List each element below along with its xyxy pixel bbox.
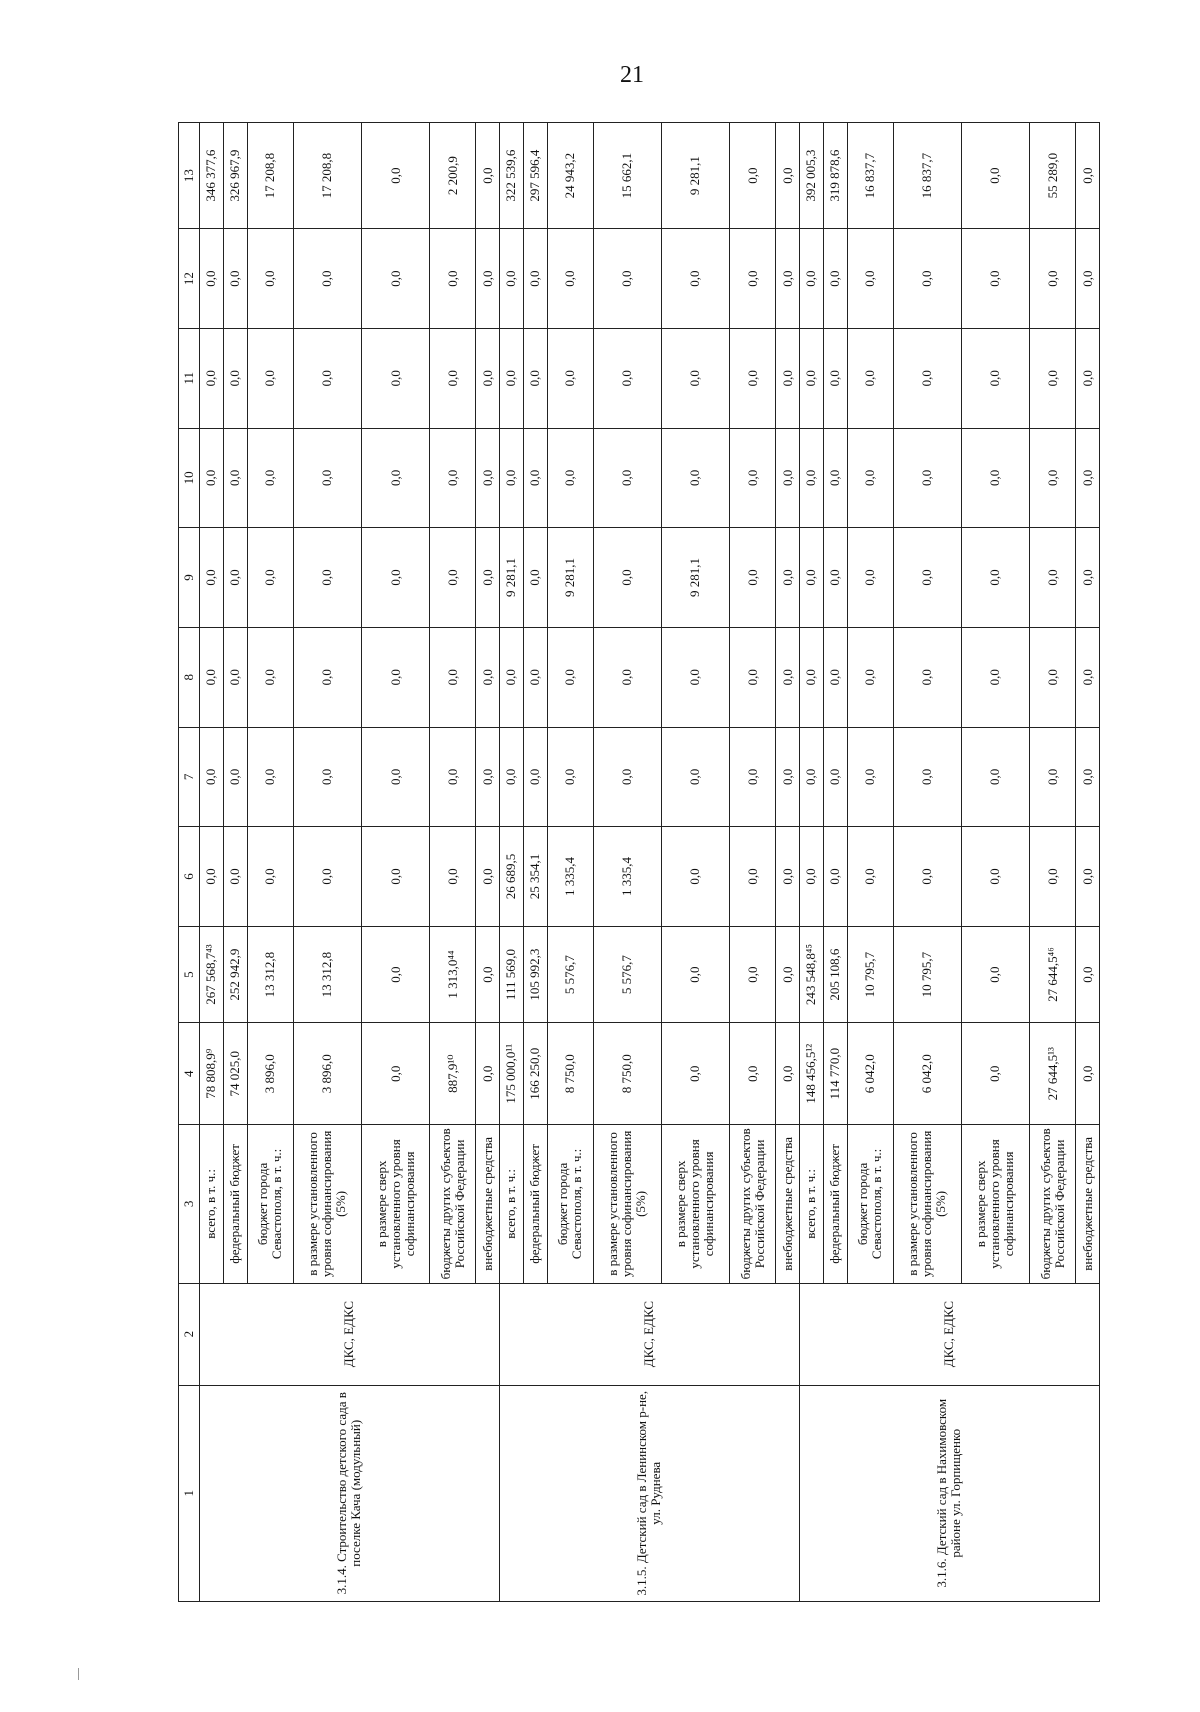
value-cell: 0,0: [593, 428, 661, 528]
value-cell: 0,0: [961, 328, 1029, 428]
value-cell: 16 837,7: [893, 123, 961, 229]
value-cell: 0,0: [661, 627, 729, 727]
value-cell: 0,0: [799, 827, 823, 927]
value-cell: 9 281,1: [661, 528, 729, 628]
value-cell: 0,0: [223, 627, 247, 727]
value-cell: 1 335,4: [593, 827, 661, 927]
value-cell: 0,0: [730, 827, 776, 927]
column-header: 9: [179, 528, 200, 628]
value-cell: 0,0: [961, 627, 1029, 727]
column-header: 4: [179, 1023, 200, 1125]
value-cell: 74 025,0: [223, 1023, 247, 1125]
value-cell: 0,0: [200, 328, 224, 428]
value-cell: 0,0: [661, 328, 729, 428]
value-cell: 3 896,0: [247, 1023, 293, 1125]
value-cell: 0,0: [476, 627, 500, 727]
value-cell: 0,0: [223, 229, 247, 329]
value-cell: 0,0: [1030, 827, 1076, 927]
value-cell: 0,0: [593, 229, 661, 329]
value-cell: 5 576,7: [593, 926, 661, 1022]
value-cell: 0,0: [223, 428, 247, 528]
value-cell: 0,0: [661, 428, 729, 528]
value-cell: 322 539,6: [499, 123, 523, 229]
value-cell: 0,0: [823, 727, 847, 827]
funding-source-cell: всего, в т. ч.:: [799, 1125, 823, 1284]
value-cell: 111 569,0: [499, 926, 523, 1022]
value-cell: 0,0: [776, 827, 800, 927]
value-cell: 392 005,3: [799, 123, 823, 229]
value-cell: 0,0: [893, 627, 961, 727]
value-cell: 0,0: [799, 328, 823, 428]
value-cell: 267 568,7⁴³: [200, 926, 224, 1022]
value-cell: 0,0: [730, 229, 776, 329]
value-cell: 0,0: [1076, 229, 1100, 329]
funding-source-cell: внебюджетные средства: [776, 1125, 800, 1284]
value-cell: 0,0: [893, 328, 961, 428]
value-cell: 0,0: [523, 229, 547, 329]
funding-source-cell: в размере установленного уровня софинансирования (5%): [593, 1125, 661, 1284]
value-cell: 0,0: [847, 528, 893, 628]
funding-source-cell: в размере установленного уровня софинансирования (5%): [893, 1125, 961, 1284]
value-cell: 0,0: [200, 827, 224, 927]
column-header: 7: [179, 727, 200, 827]
value-cell: 0,0: [361, 528, 429, 628]
value-cell: 0,0: [799, 727, 823, 827]
value-cell: 0,0: [961, 827, 1029, 927]
value-cell: 0,0: [776, 328, 800, 428]
value-cell: 0,0: [200, 229, 224, 329]
value-cell: 0,0: [1076, 926, 1100, 1022]
column-header: 1: [179, 1385, 200, 1601]
value-cell: 0,0: [293, 528, 361, 628]
value-cell: 0,0: [1030, 627, 1076, 727]
value-cell: 0,0: [730, 627, 776, 727]
value-cell: 0,0: [961, 428, 1029, 528]
value-cell: 3 896,0: [293, 1023, 361, 1125]
value-cell: 0,0: [776, 428, 800, 528]
value-cell: 0,0: [1030, 428, 1076, 528]
project-name-cell: 3.1.4. Строительство детского сада в поселке Кача (модульный): [200, 1385, 500, 1601]
value-cell: 0,0: [499, 428, 523, 528]
funding-source-cell: внебюджетные средства: [1076, 1125, 1100, 1284]
value-cell: 0,0: [847, 627, 893, 727]
value-cell: 0,0: [961, 528, 1029, 628]
value-cell: 0,0: [247, 627, 293, 727]
value-cell: 0,0: [847, 428, 893, 528]
value-cell: 0,0: [223, 727, 247, 827]
value-cell: 0,0: [661, 926, 729, 1022]
funding-source-cell: в размере сверх установленного уровня софинансирования: [961, 1125, 1029, 1284]
value-cell: 0,0: [293, 727, 361, 827]
value-cell: 0,0: [1076, 1023, 1100, 1125]
value-cell: 0,0: [799, 627, 823, 727]
value-cell: 0,0: [200, 428, 224, 528]
value-cell: 0,0: [730, 123, 776, 229]
value-cell: 0,0: [847, 229, 893, 329]
value-cell: 0,0: [523, 428, 547, 528]
value-cell: 0,0: [776, 1023, 800, 1125]
value-cell: 0,0: [823, 229, 847, 329]
value-cell: 13 312,8: [293, 926, 361, 1022]
value-cell: 0,0: [430, 528, 476, 628]
value-cell: 16 837,7: [847, 123, 893, 229]
column-header: 5: [179, 926, 200, 1022]
value-cell: 0,0: [847, 727, 893, 827]
value-cell: 0,0: [430, 827, 476, 927]
value-cell: 0,0: [247, 328, 293, 428]
value-cell: 0,0: [799, 528, 823, 628]
value-cell: 0,0: [547, 627, 593, 727]
value-cell: 0,0: [730, 528, 776, 628]
value-cell: 0,0: [223, 328, 247, 428]
value-cell: 0,0: [593, 627, 661, 727]
value-cell: 0,0: [1076, 627, 1100, 727]
value-cell: 0,0: [476, 727, 500, 827]
value-cell: 9 281,1: [661, 123, 729, 229]
value-cell: 0,0: [200, 627, 224, 727]
funding-table: [178, 122, 1100, 1602]
value-cell: 0,0: [293, 627, 361, 727]
value-cell: 0,0: [476, 328, 500, 428]
value-cell: 8 750,0: [547, 1023, 593, 1125]
value-cell: 346 377,6: [200, 123, 224, 229]
executor-cell: ДКС, ЕДКС: [499, 1283, 799, 1385]
value-cell: 0,0: [1076, 528, 1100, 628]
scan-mark: [78, 1668, 79, 1680]
value-cell: 0,0: [247, 528, 293, 628]
funding-source-cell: федеральный бюджет: [523, 1125, 547, 1284]
value-cell: 0,0: [893, 428, 961, 528]
value-cell: 297 596,4: [523, 123, 547, 229]
value-cell: 55 289,0: [1030, 123, 1076, 229]
value-cell: 0,0: [430, 627, 476, 727]
value-cell: 1 335,4: [547, 827, 593, 927]
value-cell: 9 281,1: [499, 528, 523, 628]
value-cell: 0,0: [823, 328, 847, 428]
value-cell: 0,0: [776, 926, 800, 1022]
value-cell: 0,0: [361, 123, 429, 229]
value-cell: 6 042,0: [847, 1023, 893, 1125]
value-cell: 0,0: [593, 727, 661, 827]
value-cell: 0,0: [1030, 727, 1076, 827]
value-cell: 0,0: [847, 827, 893, 927]
rotated-table-container: [178, 122, 1100, 1602]
value-cell: 0,0: [361, 926, 429, 1022]
value-cell: 0,0: [499, 627, 523, 727]
value-cell: 0,0: [893, 528, 961, 628]
funding-source-cell: федеральный бюджет: [823, 1125, 847, 1284]
value-cell: 0,0: [1076, 123, 1100, 229]
value-cell: 0,0: [893, 229, 961, 329]
value-cell: 15 662,1: [593, 123, 661, 229]
value-cell: 17 208,8: [293, 123, 361, 229]
value-cell: 0,0: [823, 528, 847, 628]
funding-source-cell: в размере установленного уровня софинансирования (5%): [293, 1125, 361, 1284]
funding-source-cell: всего, в т. ч.:: [499, 1125, 523, 1284]
value-cell: 27 644,5¹³: [1030, 1023, 1076, 1125]
value-cell: 0,0: [200, 727, 224, 827]
column-header: 13: [179, 123, 200, 229]
value-cell: 0,0: [961, 727, 1029, 827]
project-name-cell: 3.1.5. Детский сад в Ленинском р-не, ул. Руднева: [499, 1385, 799, 1601]
value-cell: 114 770,0: [823, 1023, 847, 1125]
value-cell: 5 576,7: [547, 926, 593, 1022]
funding-source-cell: бюджеты других субъектов Российской Федерации: [430, 1125, 476, 1284]
value-cell: 0,0: [1030, 328, 1076, 428]
value-cell: 0,0: [547, 428, 593, 528]
value-cell: 0,0: [247, 727, 293, 827]
value-cell: 0,0: [293, 827, 361, 927]
value-cell: 8 750,0: [593, 1023, 661, 1125]
value-cell: 0,0: [893, 827, 961, 927]
funding-source-cell: в размере сверх установленного уровня софинансирования: [661, 1125, 729, 1284]
value-cell: 0,0: [430, 229, 476, 329]
value-cell: 0,0: [247, 827, 293, 927]
value-cell: 0,0: [661, 1023, 729, 1125]
executor-cell: ДКС, ЕДКС: [200, 1283, 500, 1385]
value-cell: 0,0: [776, 627, 800, 727]
value-cell: 0,0: [593, 328, 661, 428]
value-cell: 0,0: [499, 727, 523, 827]
funding-source-cell: в размере сверх установленного уровня софинансирования: [361, 1125, 429, 1284]
value-cell: 0,0: [799, 428, 823, 528]
executor-cell: ДКС, ЕДКС: [799, 1283, 1099, 1385]
value-cell: 0,0: [776, 528, 800, 628]
value-cell: 0,0: [361, 229, 429, 329]
value-cell: 0,0: [661, 727, 729, 827]
value-cell: 0,0: [523, 528, 547, 628]
value-cell: 166 250,0: [523, 1023, 547, 1125]
value-cell: 25 354,1: [523, 827, 547, 927]
value-cell: 0,0: [293, 328, 361, 428]
value-cell: 13 312,8: [247, 926, 293, 1022]
column-header: 3: [179, 1125, 200, 1284]
funding-source-cell: всего, в т. ч.:: [200, 1125, 224, 1284]
value-cell: 0,0: [730, 1023, 776, 1125]
value-cell: 0,0: [547, 727, 593, 827]
value-cell: 319 878,6: [823, 123, 847, 229]
value-cell: 9 281,1: [547, 528, 593, 628]
value-cell: 0,0: [430, 727, 476, 827]
value-cell: 0,0: [523, 328, 547, 428]
value-cell: 0,0: [361, 1023, 429, 1125]
project-name-cell: 3.1.6. Детский сад в Нахимовском районе ул. Горпищенко: [799, 1385, 1099, 1601]
value-cell: 0,0: [247, 428, 293, 528]
value-cell: 0,0: [430, 428, 476, 528]
value-cell: 0,0: [593, 528, 661, 628]
value-cell: 0,0: [776, 123, 800, 229]
value-cell: 0,0: [547, 229, 593, 329]
value-cell: 243 548,8⁴⁵: [799, 926, 823, 1022]
value-cell: 0,0: [476, 1023, 500, 1125]
value-cell: 326 967,9: [223, 123, 247, 229]
column-header: 8: [179, 627, 200, 727]
value-cell: 205 108,6: [823, 926, 847, 1022]
header-row: [179, 123, 200, 1602]
value-cell: 0,0: [661, 229, 729, 329]
value-cell: 0,0: [499, 229, 523, 329]
value-cell: 0,0: [823, 827, 847, 927]
value-cell: 0,0: [961, 1023, 1029, 1125]
table-row: [799, 123, 823, 1602]
value-cell: 0,0: [293, 428, 361, 528]
value-cell: 252 942,9: [223, 926, 247, 1022]
funding-source-cell: бюджеты других субъектов Российской Федерации: [1030, 1125, 1076, 1284]
value-cell: 0,0: [776, 727, 800, 827]
value-cell: 26 689,5: [499, 827, 523, 927]
value-cell: 105 992,3: [523, 926, 547, 1022]
value-cell: 1 313,0⁴⁴: [430, 926, 476, 1022]
value-cell: 0,0: [476, 528, 500, 628]
value-cell: 0,0: [961, 123, 1029, 229]
column-header: 10: [179, 428, 200, 528]
value-cell: 0,0: [430, 328, 476, 428]
value-cell: 0,0: [476, 827, 500, 927]
value-cell: 0,0: [476, 229, 500, 329]
value-cell: 0,0: [730, 328, 776, 428]
funding-source-cell: бюджет города Севастополя, в т. ч.:: [547, 1125, 593, 1284]
table-row: [200, 123, 224, 1602]
funding-source-cell: бюджеты других субъектов Российской Федерации: [730, 1125, 776, 1284]
value-cell: 0,0: [223, 827, 247, 927]
page-number: 21: [620, 62, 644, 88]
column-header: 6: [179, 827, 200, 927]
value-cell: 78 808,9⁹: [200, 1023, 224, 1125]
value-cell: 0,0: [776, 229, 800, 329]
value-cell: 2 200,9: [430, 123, 476, 229]
value-cell: 10 795,7: [893, 926, 961, 1022]
value-cell: 148 456,5¹²: [799, 1023, 823, 1125]
value-cell: 0,0: [730, 926, 776, 1022]
value-cell: 0,0: [476, 428, 500, 528]
funding-source-cell: внебюджетные средства: [476, 1125, 500, 1284]
value-cell: 0,0: [523, 627, 547, 727]
funding-source-cell: федеральный бюджет: [223, 1125, 247, 1284]
value-cell: 0,0: [847, 328, 893, 428]
column-header: 12: [179, 229, 200, 329]
value-cell: 0,0: [293, 229, 361, 329]
value-cell: 0,0: [361, 827, 429, 927]
value-cell: 0,0: [893, 727, 961, 827]
value-cell: 0,0: [476, 926, 500, 1022]
value-cell: 0,0: [476, 123, 500, 229]
value-cell: 0,0: [361, 428, 429, 528]
value-cell: 0,0: [523, 727, 547, 827]
funding-source-cell: бюджет города Севастополя, в т. ч.:: [247, 1125, 293, 1284]
value-cell: 10 795,7: [847, 926, 893, 1022]
value-cell: 0,0: [547, 328, 593, 428]
value-cell: 0,0: [223, 528, 247, 628]
value-cell: 0,0: [499, 328, 523, 428]
value-cell: 17 208,8: [247, 123, 293, 229]
value-cell: 0,0: [361, 727, 429, 827]
value-cell: 0,0: [1030, 229, 1076, 329]
value-cell: 0,0: [730, 428, 776, 528]
value-cell: 0,0: [247, 229, 293, 329]
column-header: 11: [179, 328, 200, 428]
value-cell: 0,0: [1076, 328, 1100, 428]
value-cell: 6 042,0: [893, 1023, 961, 1125]
value-cell: 0,0: [823, 428, 847, 528]
value-cell: 0,0: [961, 926, 1029, 1022]
funding-source-cell: бюджет города Севастополя, в т. ч.:: [847, 1125, 893, 1284]
value-cell: 0,0: [961, 229, 1029, 329]
value-cell: 24 943,2: [547, 123, 593, 229]
value-cell: 175 000,0¹¹: [499, 1023, 523, 1125]
value-cell: 0,0: [661, 827, 729, 927]
value-cell: 0,0: [823, 627, 847, 727]
value-cell: 0,0: [1076, 827, 1100, 927]
value-cell: 0,0: [361, 328, 429, 428]
table-body: [200, 123, 1100, 1602]
value-cell: 0,0: [200, 528, 224, 628]
table-row: [499, 123, 523, 1602]
value-cell: 0,0: [730, 727, 776, 827]
value-cell: 0,0: [361, 627, 429, 727]
value-cell: 27 644,5⁴⁶: [1030, 926, 1076, 1022]
value-cell: 0,0: [1030, 528, 1076, 628]
column-header: 2: [179, 1283, 200, 1385]
value-cell: 0,0: [799, 229, 823, 329]
value-cell: 0,0: [1076, 428, 1100, 528]
value-cell: 0,0: [1076, 727, 1100, 827]
value-cell: 887,9¹⁰: [430, 1023, 476, 1125]
